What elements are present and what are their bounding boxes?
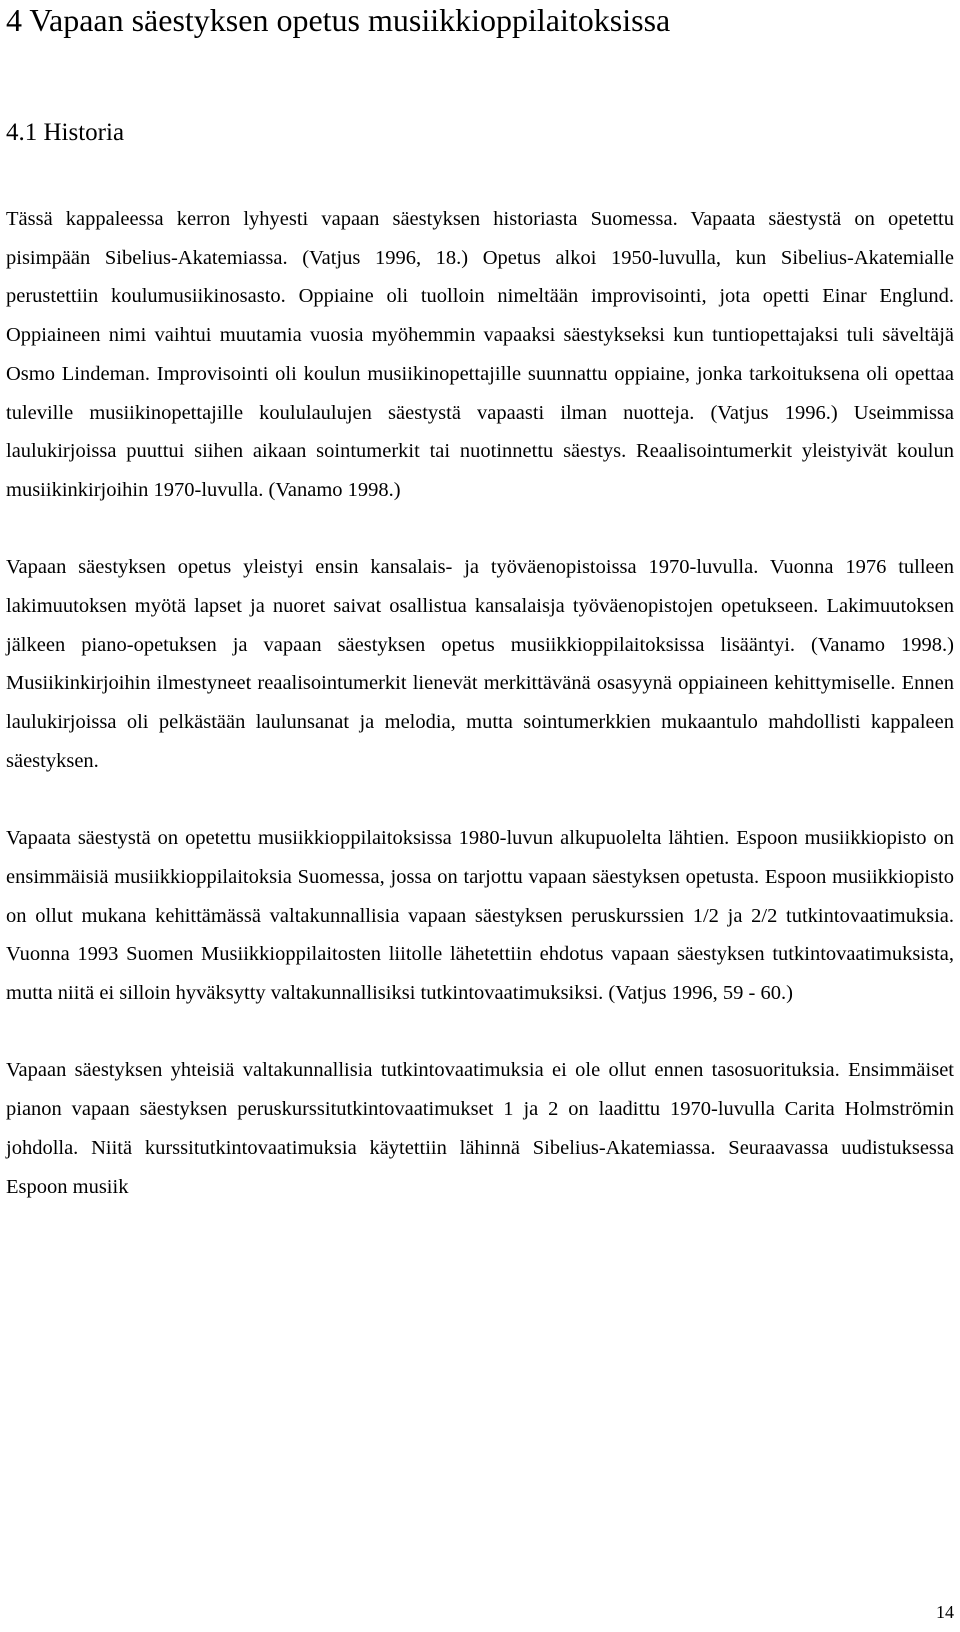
- page-number: 14: [936, 1602, 954, 1622]
- paragraph: Vapaan säestyksen opetus yleistyi ensin kansalais- ja työväenopistoissa 1970-luvulla. Vuonna 1976 tulleen lakimuutoksen myötä lapset ja nuoret saivat osallistua kansalaisja työväenopistojen opetukseen. Lakimuutoksen jälkeen piano-opetuksen ja vapaan säestyksen opetus musiikkioppilaitoksissa lisääntyi. (Vanamo 1998.) Musiikinkirjoihin ilmestyneet reaalisointumerkit lienevät merkittävänä osasyynä oppiaineen kehittymiselle. Ennen laulukirjoissa oli pelkästään laulunsanat ja melodia, mutta sointumerkkien mukaantulo mahdollisti kappaleen säestyksen.: [6, 556, 954, 772]
- paragraph: Vapaata säestystä on opetettu musiikkioppilaitoksissa 1980-luvun alkupuolelta lähtien. Espoon musiikkiopisto on ensimmäisiä musiikkioppilaitoksia Suomessa, jossa on tarjottu vapaan säestyksen opetusta. Espoon musiikkiopisto on ollut mukana kehittämässä valtakunnallisia vapaan säestyksen peruskurssien 1/2 ja 2/2 tutkintovaatimuksia. Vuonna 1993 Suomen Musiikkioppilaitosten liitolle lähetettiin ehdotus vapaan säestyksen tutkintovaatimuksista, mutta niitä ei silloin hyväksytty valtakunnallisiksi tutkintovaatimuksiksi. (Vatjus 1996, 59 - 60.): [6, 827, 954, 1005]
- paragraph: Tässä kappaleessa kerron lyhyesti vapaan säestyksen historiasta Suomessa. Vapaata säestystä on opetettu pisimpään Sibelius-Akatemiassa. (Vatjus 1996, 18.) Opetus alkoi 1950-luvulla, kun Sibelius-Akatemialle perustettiin koulumusiikinosasto. Oppiaine oli tuolloin nimeltään improvisointi, jota opetti Einar Englund. Oppiaineen nimi vaihtui muutamia vuosia myöhemmin vapaaksi säestykseksi kun tuntiopettajaksi tuli säveltäjä Osmo Lindeman. Improvisointi oli koulun musiikinopettajille suunnattu oppiaine, jonka tarkoituksena oli opettaa tuleville musiikinopettajille koululaulujen säestystä vapaasti ilman nuotteja. (Vatjus 1996.) Useimmissa laulukirjoissa puuttui siihen aikaan sointumerkit tai nuotinnettu säestys. Reaalisointumerkit yleistyivät koulun musiikinkirjoihin 1970-luvulla. (Vanamo 1998.): [6, 208, 954, 501]
- section-title: 4.1 Historia: [6, 119, 125, 146]
- paragraph: Vapaan säestyksen yhteisiä valtakunnallisia tutkintovaatimuksia ei ole ollut ennen tasosuorituksia. Ensimmäiset pianon vapaan säestyksen peruskurssitutkintovaatimukset 1 ja 2 on laadittu 1970-luvulla Carita Holmströmin johdolla. Niitä kurssitutkintovaatimuksia käytettiin lähinnä Sibelius-Akatemiassa. Seuraavassa uudistuksessa Espoon musiik: [6, 1059, 954, 1198]
- document-page: [6, 0, 954, 1632]
- chapter-title: 4 Vapaan säestyksen opetus musiikkioppilaitoksissa: [6, 2, 671, 38]
- body-text: [6, 200, 954, 1206]
